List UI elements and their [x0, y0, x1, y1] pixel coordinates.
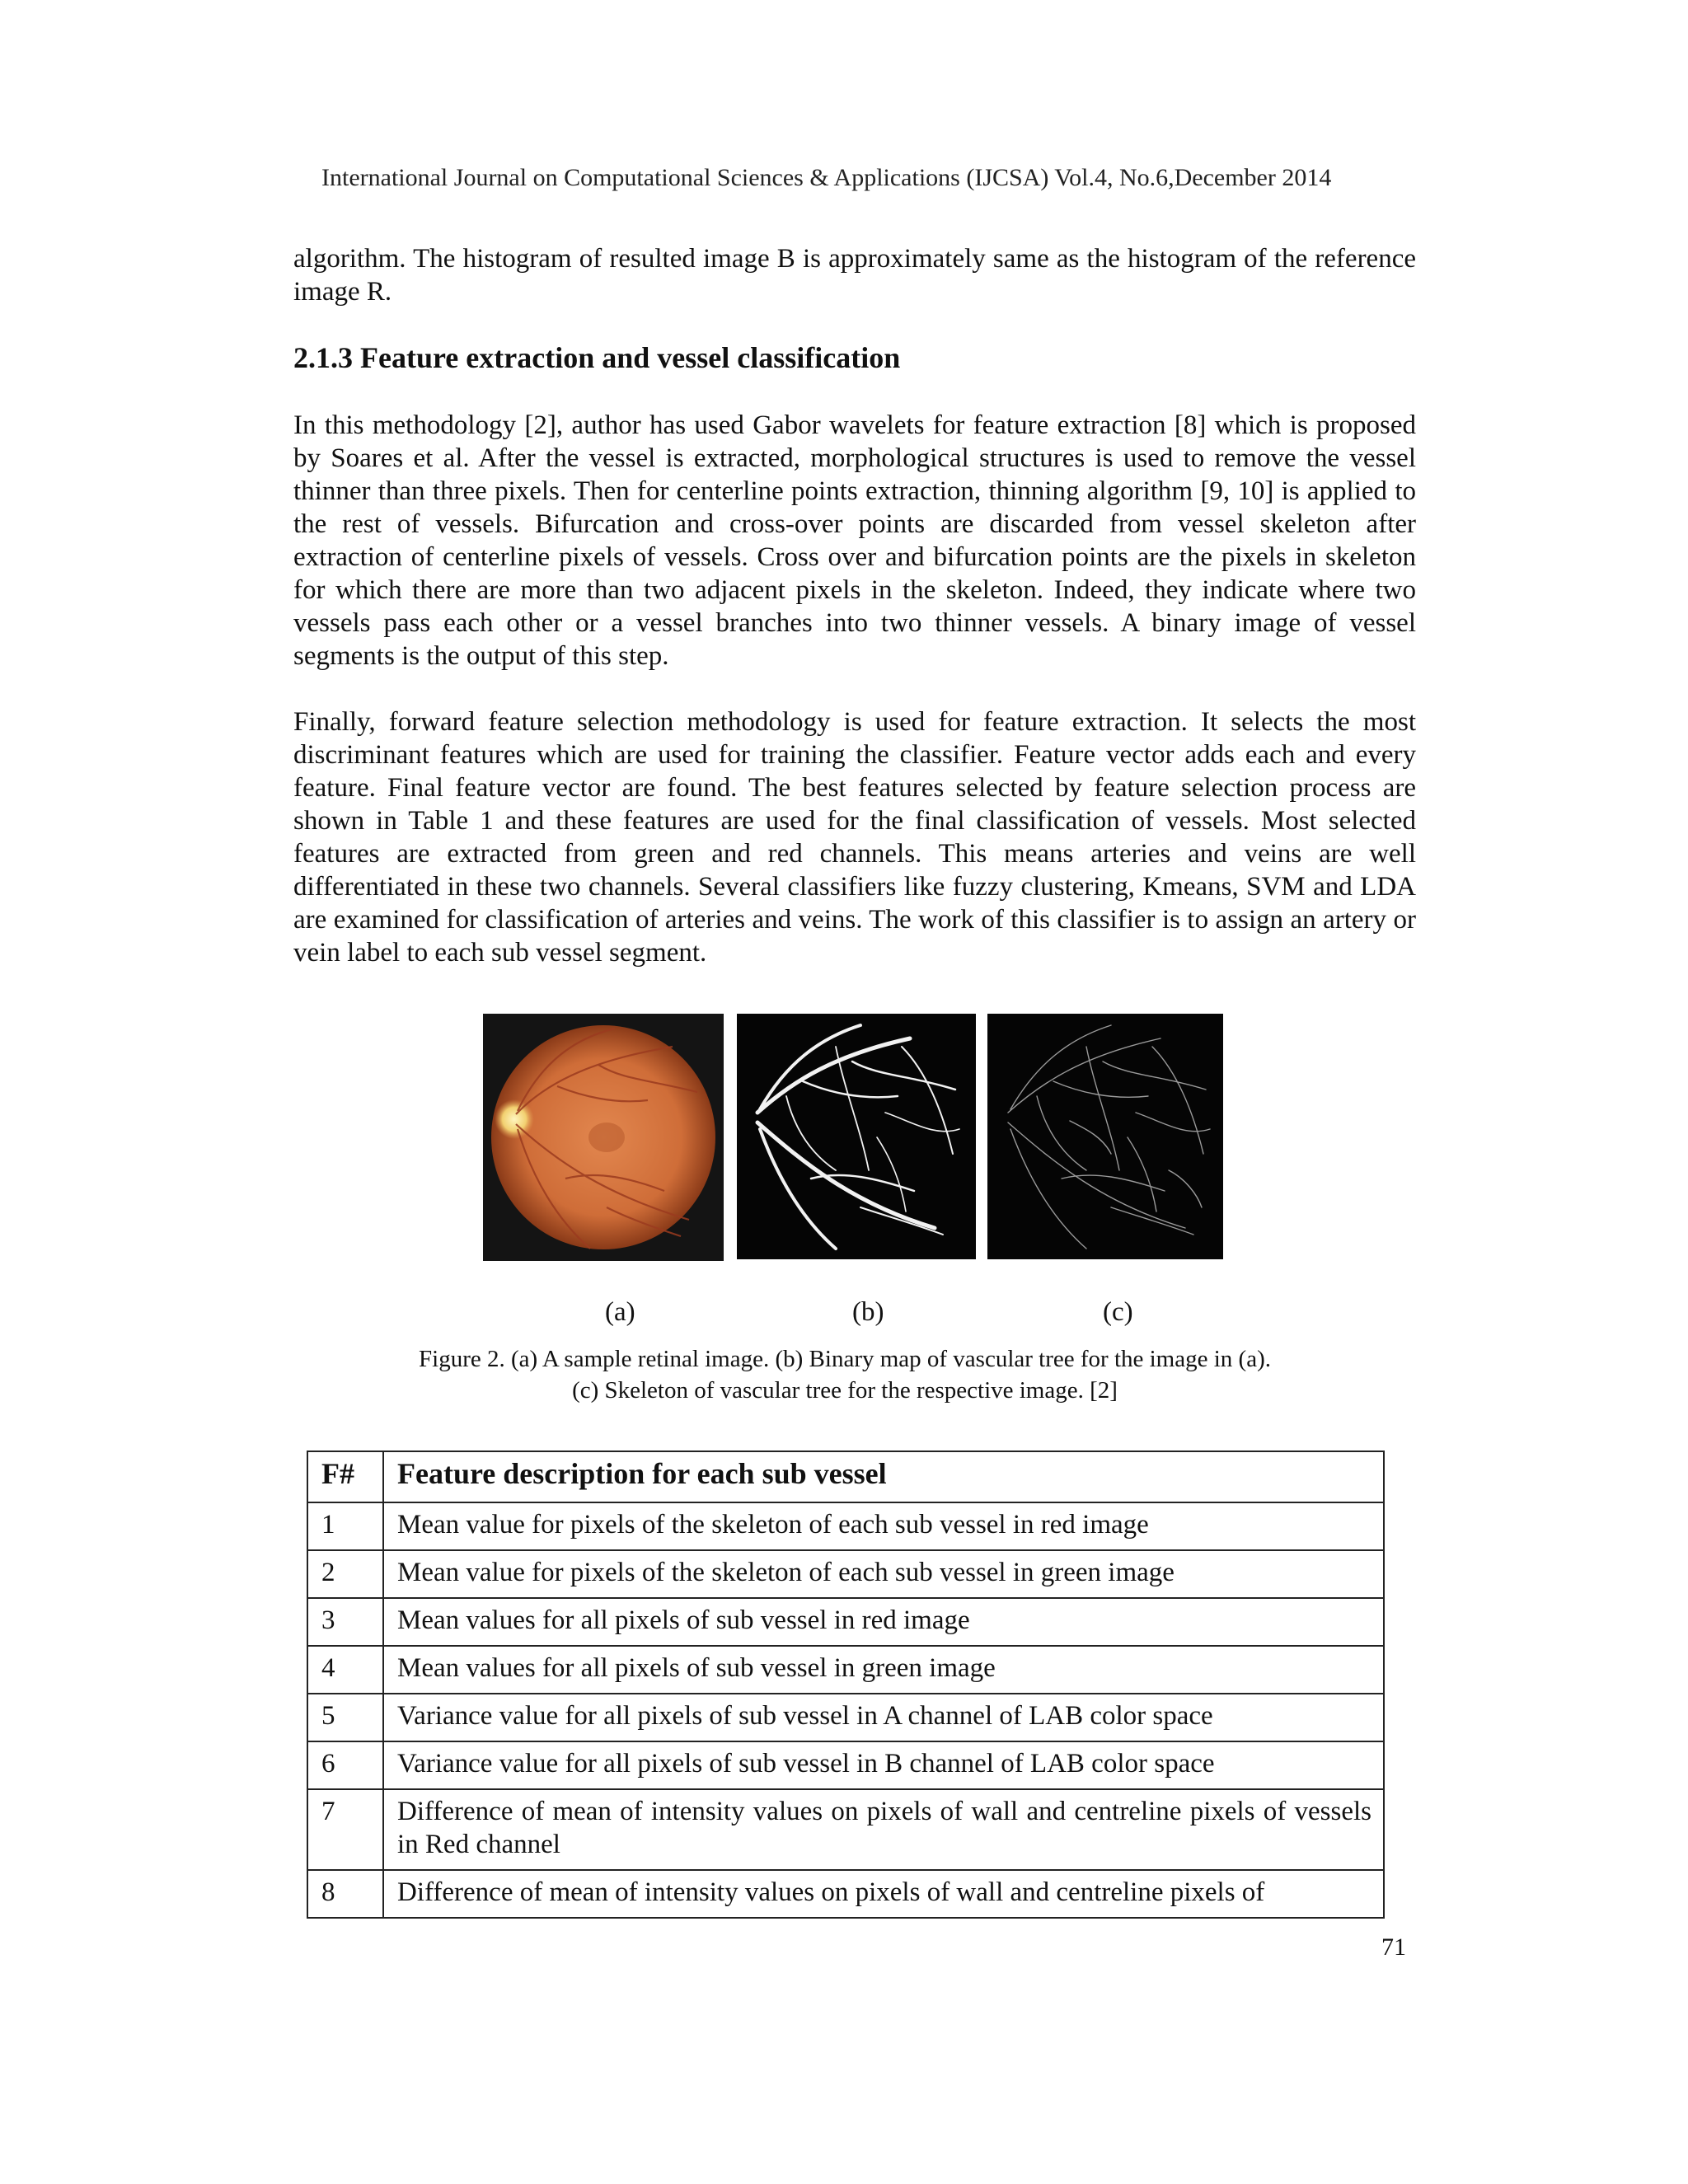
feature-number: 8	[307, 1870, 383, 1918]
feature-description: Variance value for all pixels of sub vessel in A channel of LAB color space	[383, 1694, 1384, 1741]
skeleton-vessel-tree	[987, 1014, 1223, 1259]
table-row	[307, 1598, 1384, 1646]
section-paragraph: In this methodology [2], author has used Gabor wavelets for feature extraction [8] which is proposed by Soares et al. After the vessel is extracted, morphological structures is used to remove the vessel thinner than three pixels. Then for centerline points extraction, thinning algorithm [9, 10] is applied to the rest of vessels. Bifurcation and cross-over points are discarded from vessel skeleton after extraction of centerline pixels of vessels. Cross over and bifurcation points are the pixels in skeleton for which there are more than two adjacent pixels in the skeleton. Indeed, they indicate where two vessels pass each other or a vessel branches into two thinner vessels. A binary image of vessel segments is the output of this step.	[293, 410, 1416, 671]
binary-vessel-map	[737, 1014, 976, 1259]
feature-number: 6	[307, 1741, 383, 1789]
journal-header: International Journal on Computational Sciences & Applications (IJCSA) Vol.4, No.6,December 2014	[321, 164, 1332, 191]
figure-2	[483, 1014, 1225, 1261]
table-header-row	[307, 1451, 1384, 1502]
feature-description: Difference of mean of intensity values on pixels of wall and centreline pixels of	[383, 1870, 1384, 1918]
page-number: 71	[1381, 1933, 1406, 1961]
feature-number: 7	[307, 1789, 383, 1870]
feature-number: 3	[307, 1598, 383, 1646]
intro-paragraph: algorithm. The histogram of resulted image B is approximately same as the histogram of the reference image R.	[293, 244, 1416, 307]
figure-label-c: (c)	[1103, 1297, 1133, 1327]
feature-number: 1	[307, 1502, 383, 1550]
section-heading: 2.1.3 Feature extraction and vessel classification	[293, 341, 901, 374]
figure-caption-line: Figure 2. (a) A sample retinal image. (b) Binary map of vascular tree for the image in (a).	[419, 1346, 1271, 1372]
table-row	[307, 1550, 1384, 1598]
feature-number: 5	[307, 1694, 383, 1741]
table-row	[307, 1646, 1384, 1694]
feature-table	[307, 1451, 1385, 1919]
feature-number: 4	[307, 1646, 383, 1694]
feature-description: Mean value for pixels of the skeleton of each sub vessel in red image	[383, 1502, 1384, 1550]
feature-description: Mean values for all pixels of sub vessel in red image	[383, 1598, 1384, 1646]
feature-number: 2	[307, 1550, 383, 1598]
table-header-description: Feature description for each sub vessel	[383, 1451, 1384, 1502]
figure-label-a: (a)	[605, 1297, 635, 1327]
feature-description: Difference of mean of intensity values on pixels of wall and centreline pixels of vessels in Red channel	[383, 1789, 1384, 1870]
table-row	[307, 1789, 1384, 1870]
table-row	[307, 1870, 1384, 1918]
table-header-fnum: F#	[307, 1451, 383, 1502]
section-paragraph: Finally, forward feature selection methodology is used for feature extraction. It selects the most discriminant features which are used for training the classifier. Feature vector adds each and every feature. Final feature vector are found. The best features selected by feature selection process are shown in Table 1 and these features are used for the final classification of vessels. Most selected features are extracted from green and red channels. This means arteries and veins are well differentiated in these two channels. Several classifiers like fuzzy clustering, Kmeans, SVM and LDA are examined for classification of arteries and veins. The work of this classifier is to assign an artery or vein label to each sub vessel segment.	[293, 707, 1416, 968]
feature-description: Mean value for pixels of the skeleton of each sub vessel in green image	[383, 1550, 1384, 1598]
figure-caption	[272, 1343, 1418, 1406]
figure-labels	[0, 1297, 1688, 1330]
retinal-image	[483, 1014, 724, 1261]
table-row	[307, 1502, 1384, 1550]
body-text	[293, 242, 1416, 1002]
figure-label-b: (b)	[852, 1297, 884, 1327]
table-row	[307, 1741, 1384, 1789]
figure-caption-line: (c) Skeleton of vascular tree for the respective image. [2]	[572, 1377, 1118, 1404]
feature-description: Mean values for all pixels of sub vessel in green image	[383, 1646, 1384, 1694]
table-row	[307, 1694, 1384, 1741]
feature-description: Variance value for all pixels of sub vessel in B channel of LAB color space	[383, 1741, 1384, 1789]
